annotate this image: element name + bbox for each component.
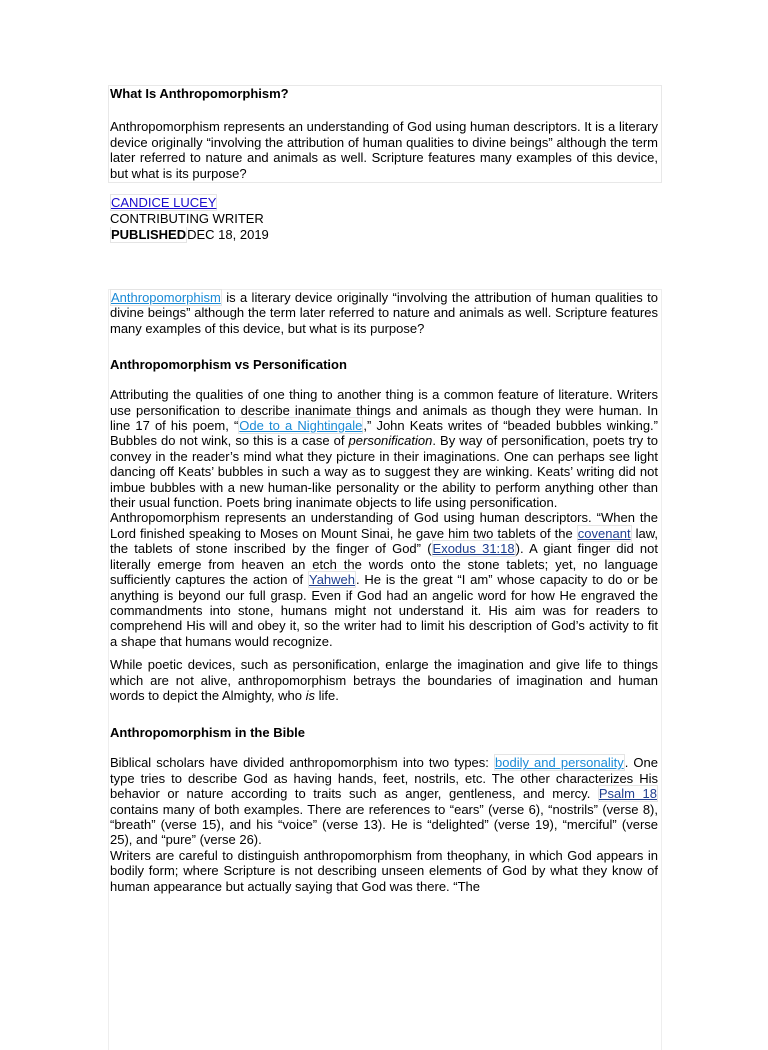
psalm-18-link[interactable]: Psalm 18 [598,786,657,802]
published-row [110,227,269,243]
paragraph-text: is a literary device originally “involving the attribution of human qualities to divine beings” although the term later referred to nature and animals as well. Scripture features many examples of this device, but what is its purpose? [110,290,658,336]
author-link[interactable]: CANDICE LUCEY [111,195,217,210]
bodily-and-personality-link[interactable]: bodily and personality [495,755,624,771]
emphasis-text: personification [348,433,433,449]
yahweh-link[interactable]: Yahweh [308,572,355,588]
paragraph-1 [110,290,658,336]
paragraph-3 [110,510,658,649]
paragraph-text: law, the tablets of stone inscribed by the finger of God” ( [110,525,659,557]
paragraph-text: ,” John Keats writes of “beaded bubbles winking.” Bubbles do not wink, so this is a case of [110,418,658,449]
covenant-link[interactable]: covenant [577,525,631,541]
heading-in-the-bible: Anthropomorphism in the Bible [110,725,305,741]
paragraph-text: life. [314,687,339,703]
paragraph-2 [110,387,658,510]
paragraph-text: Anthropomorphism represents an understanding of God using human descriptors. “When the Lord finished speaking to Moses on Mount Sinai, he gave him two tablets of the [110,510,658,541]
paragraph-text: ). A giant finger did not literally emerge from heaven an etch the words onto the stone tablets; yet, no language sufficiently captures the action of [110,541,658,588]
anthropomorphism-link[interactable]: Anthropomorphism [111,290,221,305]
paragraph-5 [110,755,658,847]
paragraph-text: contains many of both examples. There are references to “ears” (verse 6), “nostrils” (verse 8), “breath” (verse 15), and his “voice” (verse 13). He is “delighted” (verse 19), “merciful” (verse 25), and “pure” (verse 26). [110,801,658,848]
exodus-link[interactable]: Exodus 31:18 [432,541,515,557]
paragraph-text: While poetic devices, such as personification, enlarge the imagination and give life to things which are not alive, anthropomorphism betrays the boundaries of imagination and human words to depict the Almighty, who [110,657,658,703]
paragraph-text: . One type tries to describe God as having hands, feet, nostrils, etc. The other characterizes His behavior or nature according to traits such as anger, gentleness, and mercy. [110,755,658,802]
paragraph-text: Biblical scholars have divided anthropomorphism into two types: [110,755,494,771]
intro-paragraph: Anthropomorphism represents an understanding of God using human descriptors. It is a literary device originally “involving the attribution of human qualities to divine beings” although the term later referred to nature and animals as well. Scripture features many examples of this device, but what is its purpose? [110,119,658,181]
page-title: What Is Anthropomorphism? [110,86,289,101]
paragraph-text: . By way of personification, poets try to convey in the reader’s mind what they picture in their imaginations. One can perhaps see light dancing off Keats’ bubbles in such a way as to suggest they are winking. Keats’ writing did not imbue bubbles with a new human-like personality or the ability to perform anything other than their usual function. Poets bring inanimate objects to life using personification. [110,433,658,511]
published-label: PUBLISHED [111,227,187,242]
emphasis-text: is [305,687,315,703]
heading-vs-personification: Anthropomorphism vs Personification [110,357,347,373]
paragraph-6: Writers are careful to distinguish anthropomorphism from theophany, in which God appears in bodily form; where Scripture is not describing unseen elements of God by what they know of human appearance but actually saying that God was there. “The [110,847,658,894]
author-row [110,195,269,211]
ode-to-a-nightingale-link[interactable]: Ode to a Nightingale [239,418,363,434]
author-role: CONTRIBUTING WRITER [110,211,264,226]
paragraph-text: . He is the great “I am” whose capacity to do or be anything is beyond our full grasp. Even if God had an angelic word for how He engraved the commandments into stone, humans might not understand it. His aim was for readers to comprehend His will and obey it, so the writer had to limit his description of God’s activity to fit a shape that humans would recognize. [110,572,658,649]
published-date: DEC 18, 2019 [187,227,269,242]
paragraph-text: Attributing the qualities of one thing to another thing is a common feature of literature. Writers use personification to describe inanimate things and animals as though they were human. In line 17 of his poem, “ [110,387,658,434]
article-body [110,290,658,894]
byline [110,195,269,243]
paragraph-4 [110,657,658,703]
